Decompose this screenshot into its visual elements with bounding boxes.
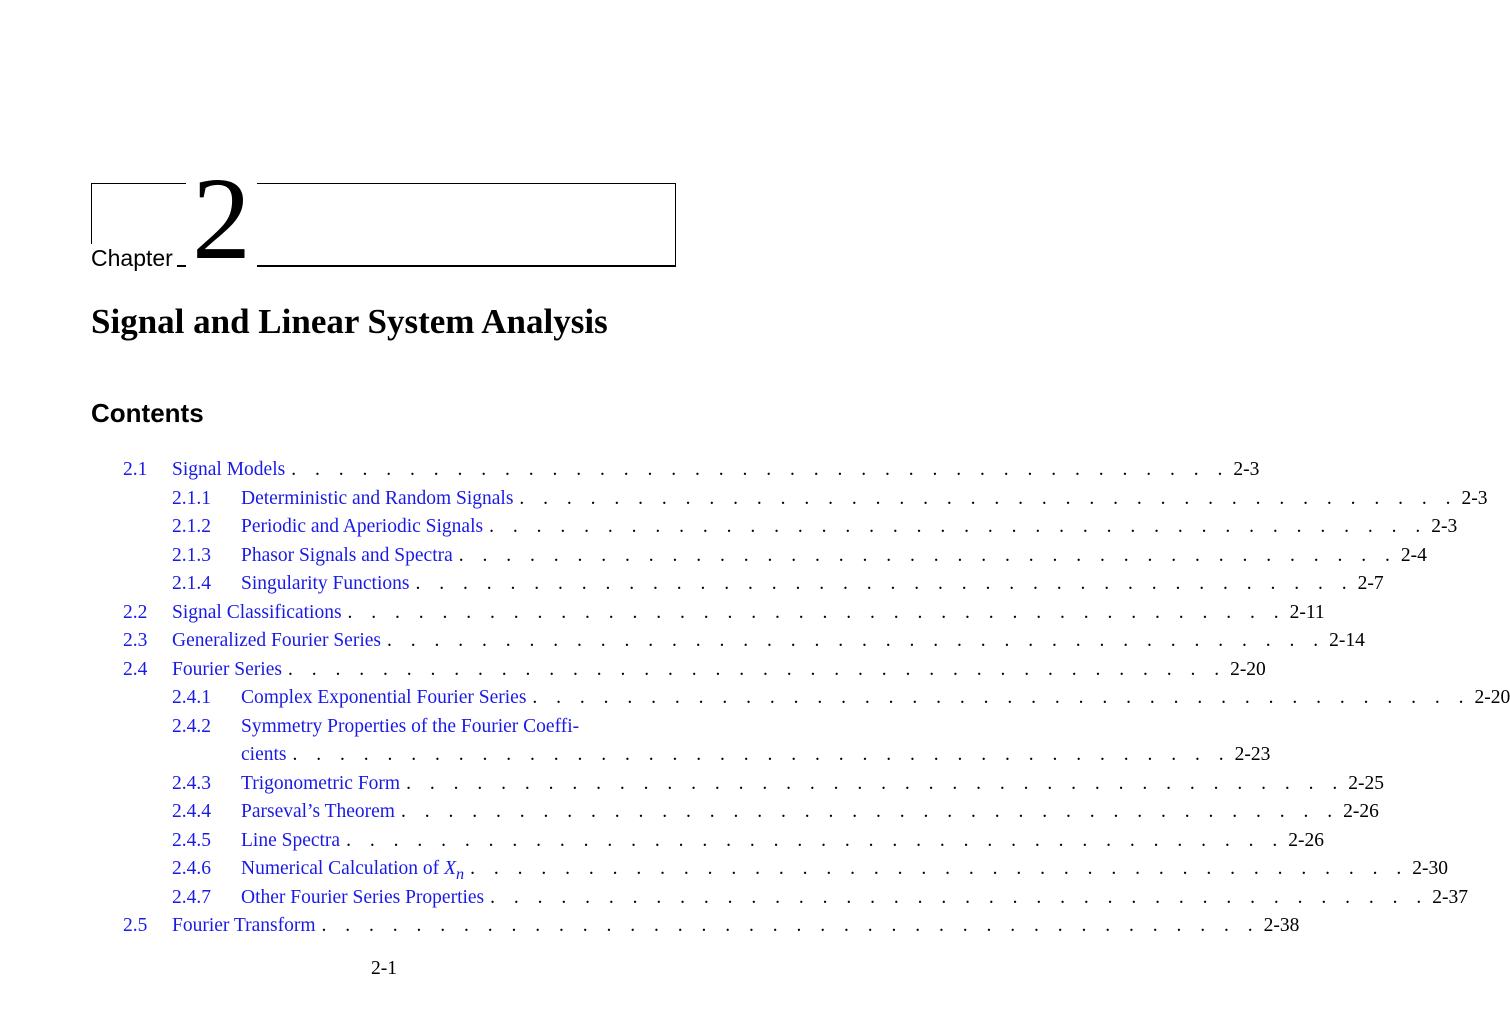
toc-entry-title[interactable]: Phasor Signals and Spectra: [241, 544, 453, 566]
toc-entry-number[interactable]: 2.1.2: [172, 516, 211, 537]
toc-entry-page: 2-30: [1412, 858, 1448, 879]
toc-entry-number[interactable]: 2.4.5: [172, 829, 211, 851]
toc-entry-title[interactable]: Signal Classifications: [172, 601, 342, 623]
leader-dots: . . . . . . . . . . . . . . . . . . . . . . . . . . . . . . . . . . . . . . . .: [400, 801, 1340, 822]
toc-entry-number[interactable]: 2.3: [123, 630, 148, 651]
toc-entry-page: 2-7: [1357, 573, 1384, 594]
toc-entry-title[interactable]: Other Fourier Series Properties: [241, 886, 485, 908]
toc-entry-number[interactable]: 2.4.1: [172, 687, 211, 708]
leader-dots: . . . . . . . . . . . . . . . . . . . . . . . . . . . . . . . . . . . . . . . .: [287, 658, 1227, 680]
toc-entry[interactable]: [0, 656, 1266, 685]
toc-entry[interactable]: [0, 770, 1384, 799]
toc-entry-page: 2-37: [1432, 886, 1469, 908]
toc-entry-number[interactable]: 2.5: [123, 915, 148, 936]
toc-entry-title[interactable]: Symmetry Properties of the Fourier Coeffi-: [241, 715, 580, 737]
math-variable: X: [444, 858, 456, 879]
toc-entry-page: 2-26: [1288, 829, 1324, 851]
chapter-label: Chapter: [91, 244, 177, 272]
toc-entry[interactable]: [0, 513, 1458, 542]
toc-entry[interactable]: [0, 912, 1300, 941]
toc-entry-number[interactable]: 2.1: [123, 459, 148, 480]
toc-entry-number[interactable]: 2.1.4: [172, 573, 211, 594]
leader-dots: . . . . . . . . . . . . . . . . . . . . . . . . . . . . . . . . . . . . . . . .: [347, 601, 1286, 623]
toc-entry[interactable]: [0, 855, 1448, 884]
toc-entry[interactable]: [0, 798, 1379, 827]
toc-entry-title[interactable]: Fourier Transform: [172, 915, 316, 936]
leader-dots: . . . . . . . . . . . . . . . . . . . . . . . . . . . . . . . . . . . . . . . .: [519, 487, 1458, 509]
toc-entry-title[interactable]: Generalized Fourier Series: [172, 630, 381, 651]
chapter-frame: [91, 183, 676, 267]
toc-entry-number[interactable]: 2.1.3: [172, 544, 211, 566]
toc-entry-page: 2-4: [1400, 544, 1427, 566]
toc-entry[interactable]: [0, 542, 1427, 571]
leader-dots: . . . . . . . . . . . . . . . . . . . . . . . . . . . . . . . . . . . . . . . .: [490, 886, 1429, 908]
toc-entry-number[interactable]: 2.1.1: [172, 487, 211, 509]
leader-dots: . . . . . . . . . . . . . . . . . . . . . . . . . . . . . . . . . . . . . . . .: [292, 744, 1231, 765]
toc-entry-continuation[interactable]: [0, 741, 1271, 770]
toc-entry-title[interactable]: Fourier Series: [172, 658, 282, 680]
toc-entry[interactable]: [0, 485, 1488, 514]
table-of-contents: [0, 456, 1510, 941]
toc-entry-title[interactable]: Parseval’s Theorem: [241, 801, 395, 822]
toc-entry-title[interactable]: Singularity Functions: [241, 573, 410, 594]
leader-dots: . . . . . . . . . . . . . . . . . . . . . . . . . . . . . . . . . . . . . . . .: [415, 573, 1354, 594]
toc-entry-number[interactable]: 2.4.3: [172, 772, 211, 794]
toc-entry-page: 2-25: [1348, 772, 1384, 794]
toc-entry-title[interactable]: Signal Models: [172, 459, 286, 480]
toc-entry[interactable]: [0, 570, 1384, 599]
toc-entry-page: 2-14: [1329, 630, 1365, 651]
toc-entry-page: 2-38: [1263, 915, 1300, 936]
toc-entry-page: 2-11: [1289, 601, 1325, 623]
toc-entry-number[interactable]: 2.4.4: [172, 801, 211, 822]
leader-dots: . . . . . . . . . . . . . . . . . . . . . . . . . . . . . . . . . . . . . . . .: [387, 630, 1326, 651]
toc-entry-page: 2-3: [1431, 516, 1458, 537]
toc-entry-page: 2-23: [1234, 744, 1271, 765]
toc-entry-page: 2-26: [1343, 801, 1379, 822]
toc-entry-page: 2-3: [1461, 487, 1488, 509]
toc-entry-title[interactable]: Periodic and Aperiodic Signals: [241, 516, 484, 537]
toc-entry-title[interactable]: Complex Exponential Fourier Series: [241, 687, 527, 708]
toc-entry[interactable]: [0, 684, 1510, 713]
toc-entry-number[interactable]: 2.4.6: [172, 858, 211, 879]
toc-entry[interactable]: [0, 884, 1469, 913]
chapter-title: Signal and Linear System Analysis: [91, 302, 608, 341]
toc-entry[interactable]: [0, 627, 1365, 656]
toc-entry-title[interactable]: Deterministic and Random Signals: [241, 487, 514, 509]
toc-entry-page: 2-3: [1233, 459, 1260, 480]
leader-dots: . . . . . . . . . . . . . . . . . . . . . . . . . . . . . . . . . . . . . . . .: [346, 829, 1285, 851]
leader-dots: . . . . . . . . . . . . . . . . . . . . . . . . . . . . . . . . . . . . . . . .: [532, 687, 1471, 708]
toc-entry-page: 2-20: [1230, 658, 1266, 680]
toc-entry-page: 2-20: [1474, 687, 1510, 708]
toc-entry[interactable]: [0, 713, 768, 742]
toc-entry[interactable]: [0, 599, 1325, 628]
leader-dots: . . . . . . . . . . . . . . . . . . . . . . . . . . . . . . . . . . . . . . . .: [458, 544, 1397, 566]
toc-entry[interactable]: [0, 827, 1324, 856]
page-number: 2-1: [371, 958, 397, 979]
toc-entry-number[interactable]: 2.2: [123, 601, 148, 623]
leader-dots: . . . . . . . . . . . . . . . . . . . . . . . . . . . . . . . . . . . . . . . .: [321, 915, 1260, 936]
chapter-number: 2: [186, 160, 257, 270]
toc-entry-number[interactable]: 2.4.2: [172, 715, 211, 737]
contents-heading: Contents: [91, 398, 204, 428]
toc-entry-number[interactable]: 2.4: [123, 658, 148, 680]
math-subscript: n: [455, 864, 465, 883]
toc-entry[interactable]: [0, 456, 1260, 485]
leader-dots: . . . . . . . . . . . . . . . . . . . . . . . . . . . . . . . . . . . . . . . .: [291, 459, 1230, 480]
toc-entry-title-text[interactable]: Numerical Calculation of: [241, 858, 445, 879]
toc-entry-number[interactable]: 2.4.7: [172, 886, 211, 908]
leader-dots: . . . . . . . . . . . . . . . . . . . . . . . . . . . . . . . . . . . . . . . .: [470, 858, 1409, 879]
toc-entry-title[interactable]: cients: [241, 744, 287, 765]
toc-entry-title[interactable]: Trigonometric Form: [241, 772, 401, 794]
toc-entry-title[interactable]: Line Spectra: [241, 829, 341, 851]
leader-dots: . . . . . . . . . . . . . . . . . . . . . . . . . . . . . . . . . . . . . . . .: [406, 772, 1345, 794]
leader-dots: . . . . . . . . . . . . . . . . . . . . . . . . . . . . . . . . . . . . . . . .: [489, 516, 1428, 537]
